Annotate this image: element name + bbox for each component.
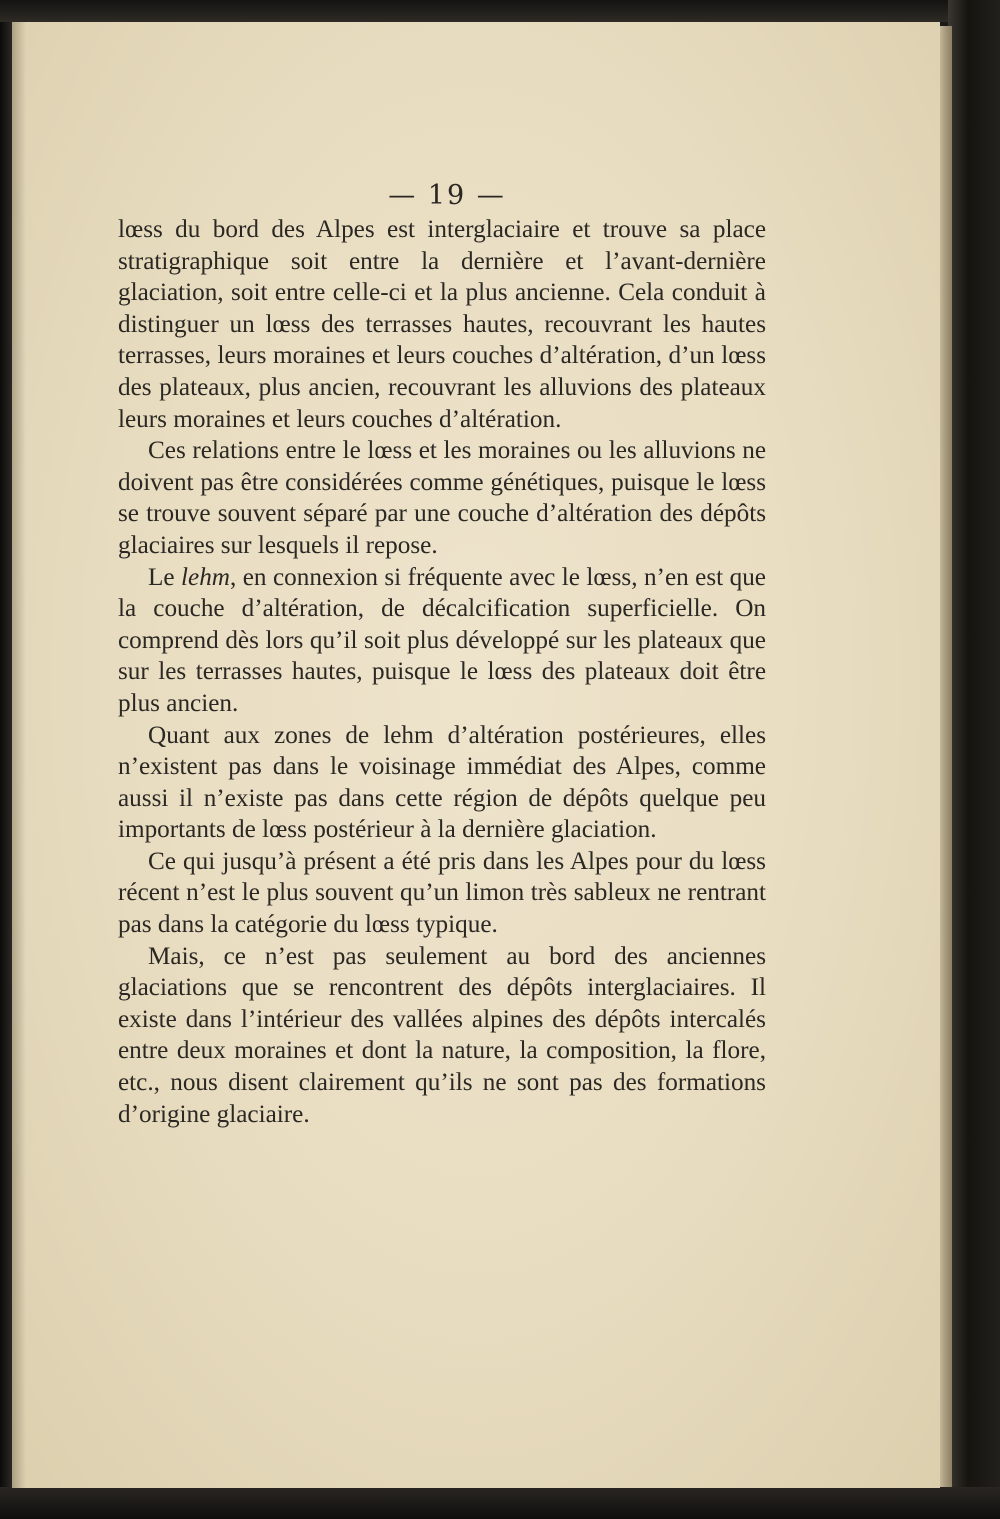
- paragraph-2-text: Ces relations entre le lœss et les moraines ou les alluvions ne doivent pas être considérées comme génétiques, puisque le lœss se trouve souvent séparé par une couche d’altération des dépôts glaciaires sur lesquels il repose.: [118, 437, 766, 559]
- paragraph-3-text-end: , en connexion si fréquente avec le lœss, n’en est que la couche d’altération, de décalcification superficielle. On comprend dès lors qu’il soit plus développé sur les plateaux que sur les terrasses hautes, puisque le lœss des plateaux doit être plus ancien.: [118, 563, 766, 717]
- paragraph-1: [118, 214, 766, 435]
- paragraph-4: [118, 720, 766, 846]
- page-text: [118, 214, 766, 1130]
- book-cover-right: [948, 0, 1000, 1519]
- page-number: — 19 —: [388, 180, 506, 211]
- page-stack-edge: [938, 26, 952, 1488]
- paragraph-3: [118, 562, 766, 720]
- book-binding-top: [0, 0, 1000, 22]
- paragraph-4-text: Quant aux zones de lehm d’altération postérieures, elles n’existent pas dans le voisinage immédiat des Alpes, comme aussi il n’existe pas dans cette région de dépôts quelque peu importants de lœss postérieur à la dernière glaciation.: [118, 721, 766, 844]
- paragraph-1-text: lœss du bord des Alpes est interglaciaire et trouve sa place stratigraphique soit entre la dernière et l’avant-dernière glaciation, soit entre celle-ci et la plus ancienne. Cela conduit à distinguer un lœss des terrasses hautes, recouvrant les hautes terrasses, leurs moraines et leurs couches d’altération, d’un lœss des plateaux, plus ancien, recouvrant les alluvions des plateaux leurs moraines et leurs couches d’altération.: [118, 216, 766, 433]
- paragraph-6: [118, 941, 766, 1131]
- paragraph-5-text: Ce qui jusqu’à présent a été pris dans les Alpes pour du lœss récent n’est le plus souvent qu’un limon très sableux ne rentrant pas dans la catégorie du lœss typique.: [118, 847, 766, 939]
- book-binding-left: [0, 0, 12, 1519]
- book-binding-bottom: [0, 1487, 1000, 1519]
- paragraph-6-text: Mais, ce n’est pas seulement au bord des anciennes glaciations que se rencontrent des dépôts interglaciaires. Il existe dans l’intérieur des vallées alpines des dépôts intercalés entre deux moraines et dont la nature, la composition, la flore, etc., nous disent clairement qu’ils ne sont pas des formations d’origine glaciaire.: [118, 942, 766, 1128]
- paragraph-3-text-start: Le: [148, 563, 182, 591]
- paragraph-3-italic-term: lehm: [181, 563, 230, 591]
- paragraph-2: [118, 435, 766, 561]
- paragraph-5: [118, 846, 766, 941]
